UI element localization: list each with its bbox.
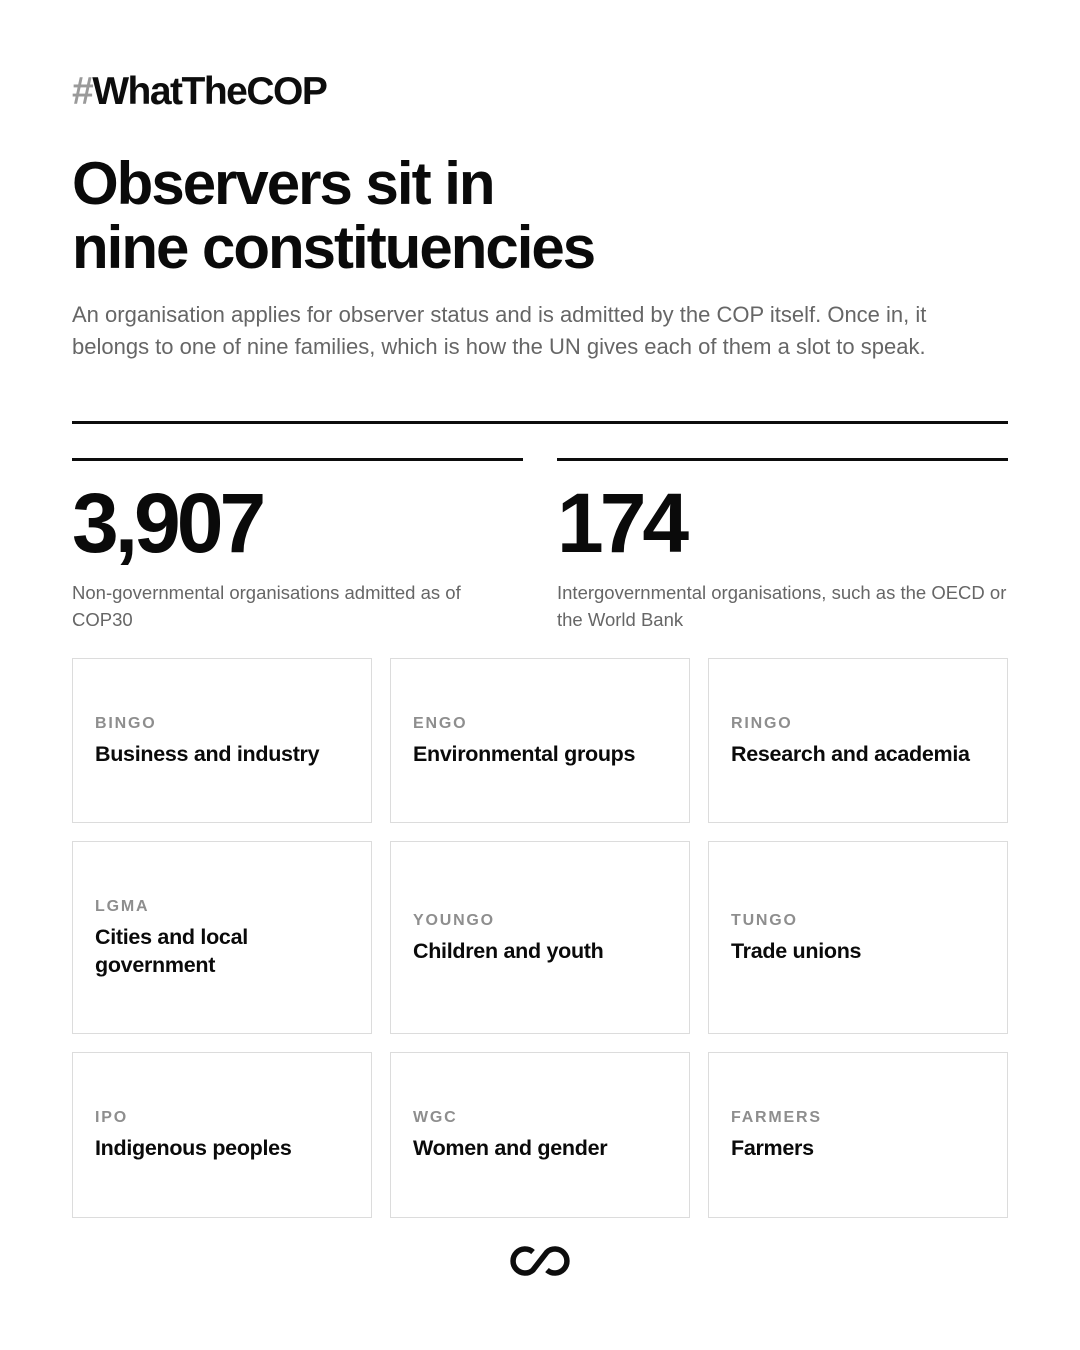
infinity-co-logo-icon: [506, 1243, 574, 1279]
constituency-card-engo: [390, 658, 690, 823]
constituency-abbr: YOUNGO: [413, 911, 495, 929]
hashtag: [72, 70, 326, 114]
page-title-line-1: Observers sit in: [72, 150, 494, 217]
constituency-name: Farmers: [731, 1136, 814, 1160]
stat-rule: [72, 458, 523, 461]
constituency-card-ringo: [708, 658, 1008, 823]
stat-number: 3,907: [72, 476, 263, 570]
constituency-abbr: FARMERS: [731, 1109, 822, 1126]
constituency-abbr: RINGO: [731, 714, 793, 732]
constituency-name: Indigenous peoples: [95, 1136, 292, 1160]
constituency-name: Research and academia: [731, 741, 970, 766]
constituency-name: Women and gender: [413, 1136, 608, 1160]
stat-ngo: [72, 458, 523, 633]
constituency-abbr: IPO: [95, 1109, 128, 1126]
hashtag-symbol: #: [72, 70, 93, 113]
constituency-card-ipo: [72, 1052, 372, 1218]
constituency-abbr: LGMA: [95, 897, 150, 915]
constituency-card-lgma: [72, 841, 372, 1034]
constituency-abbr: WGC: [413, 1109, 458, 1126]
section-divider: [72, 421, 1008, 424]
stat-number: 174: [557, 476, 686, 570]
constituency-card-youngo: [390, 841, 690, 1034]
constituency-abbr: ENGO: [413, 714, 468, 732]
hashtag-text: WhatTheCOP: [92, 70, 327, 113]
constituency-name: Trade unions: [731, 938, 862, 963]
constituency-name: Children and youth: [413, 938, 604, 963]
constituency-card-tungo: [708, 841, 1008, 1034]
infographic-page: [72, 0, 1008, 1350]
constituency-grid: [72, 658, 1008, 1218]
constituency-name: Cities and local government: [95, 924, 248, 977]
stat-caption: Intergovernmental organisations, such as the OECD or the World Bank: [557, 582, 1007, 630]
intro-paragraph: An organisation applies for observer status and is admitted by the COP itself. Once in, it belongs to one of nine families, which is how the UN gives each of them a slot to speak.: [72, 302, 927, 359]
page-title: [72, 152, 1008, 280]
stat-rule: [557, 458, 1008, 461]
constituency-card-bingo: [72, 658, 372, 823]
constituency-name: Environmental groups: [413, 741, 636, 766]
stat-igo: [557, 458, 1008, 633]
constituency-card-wgc: [390, 1052, 690, 1218]
page-title-line-2: nine constituencies: [72, 214, 595, 281]
constituency-abbr: TUNGO: [731, 911, 798, 929]
constituency-card-farmers: [708, 1052, 1008, 1218]
constituency-abbr: BINGO: [95, 714, 157, 732]
constituency-name: Business and industry: [95, 741, 320, 766]
stat-caption: Non-governmental organisations admitted as of COP30: [72, 582, 461, 630]
